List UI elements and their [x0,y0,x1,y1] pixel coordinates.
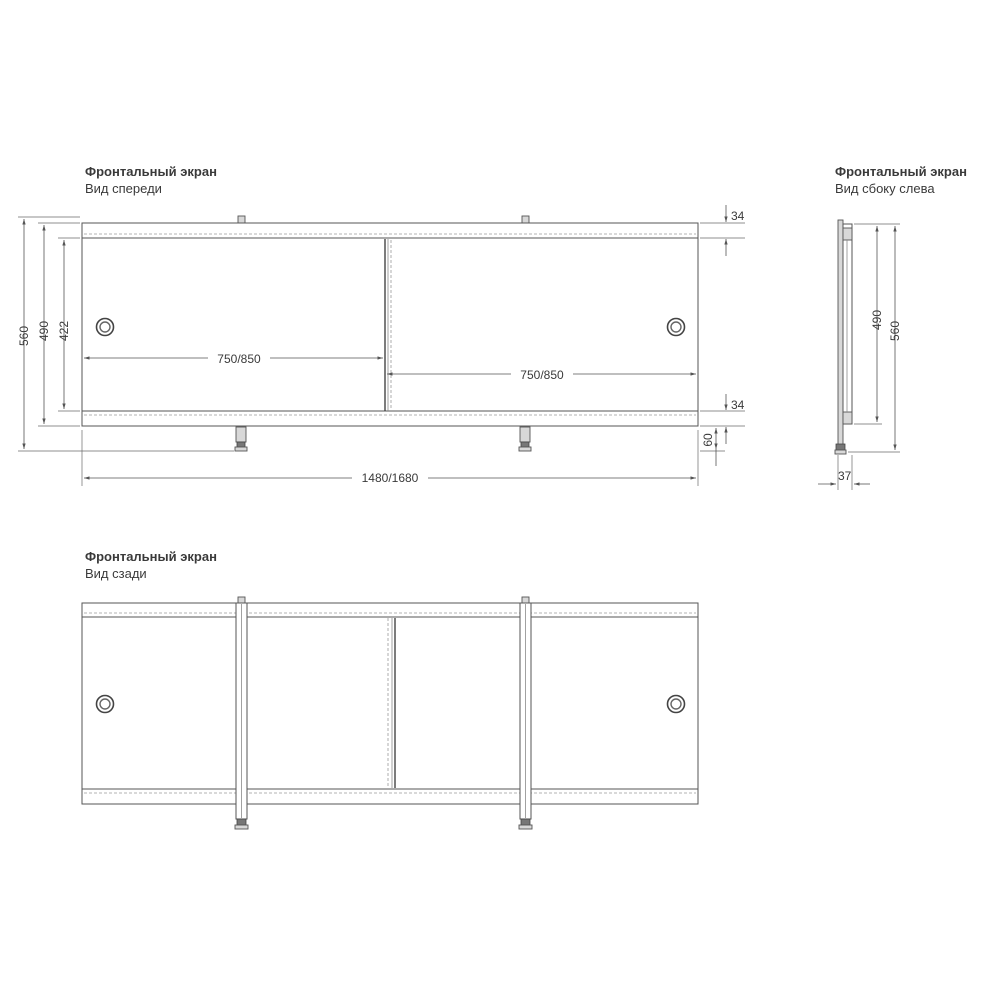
left-leg [235,427,247,451]
dim-label-60: 60 [701,433,715,447]
side-view [818,164,967,490]
dim-label-top-34: 34 [731,209,745,223]
back-view-subtitle: Вид сзади [85,566,147,581]
dim-label-bottom-34: 34 [731,398,745,412]
back-frame [82,603,698,804]
back-view [82,549,698,829]
right-door-handle [668,319,685,336]
side-profile [835,220,852,454]
front-view-subtitle: Вид спереди [85,181,162,196]
side-view-subtitle: Вид сбоку слева [835,181,935,196]
side-dim-label-490: 490 [870,309,884,331]
dim-label-total-width: 1480/1680 [361,471,419,485]
right-leg [519,427,531,451]
dim-label-560: 560 [17,325,31,347]
back-left-handle [97,696,114,713]
back-support-left [235,597,248,829]
dim-label-right-door: 750/850 [520,368,564,382]
side-dim-label-560: 560 [888,320,902,342]
dim-label-490: 490 [37,320,51,342]
side-view-title: Фронтальный экран [835,164,967,179]
side-dim-label-37: 37 [838,469,852,483]
front-view-title: Фронтальный экран [85,164,217,179]
dim-label-422: 422 [57,320,71,342]
back-support-right [519,597,532,829]
back-right-handle [668,696,685,713]
left-door-handle [97,319,114,336]
front-view [17,164,745,486]
dim-label-left-door: 750/850 [217,352,261,366]
front-frame [82,223,698,426]
back-view-title: Фронтальный экран [85,549,217,564]
